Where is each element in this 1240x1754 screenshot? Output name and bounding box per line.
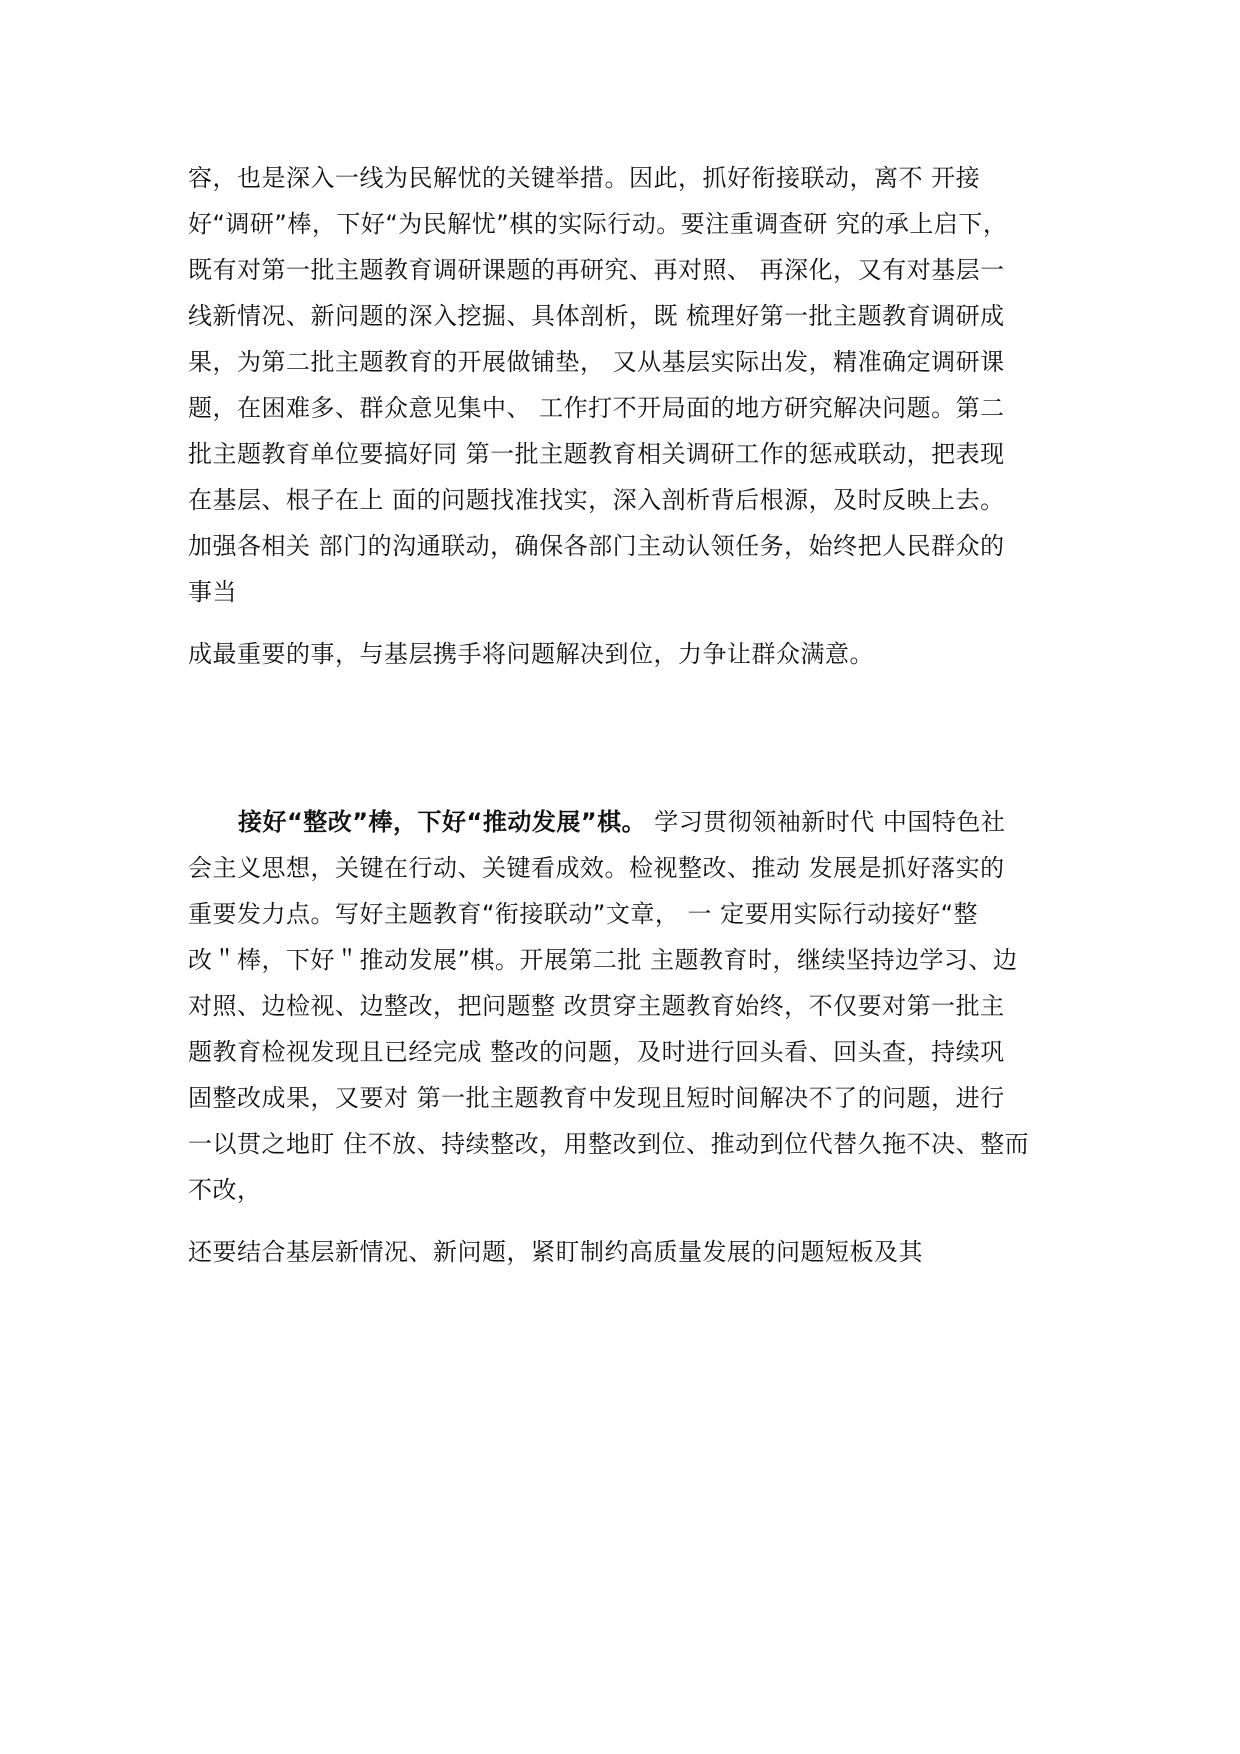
text-line: 不改，	[188, 1176, 262, 1204]
text-line: 一以贯之地盯 住不放、持续整改，用整改到位、推动到位代替久拖不决、整而	[188, 1130, 1030, 1158]
text-line: 改＂棒，下好＂推动发展”棋。开展第二批 主题教育时，继续坚持边学习、边	[188, 946, 1018, 974]
text-line: 重要发力点。写好主题教育“衔接联动”文章， 一 定要用实际行动接好“整	[188, 900, 979, 928]
text-line: 还要结合基层新情况、新问题，紧盯制约高质量发展的问题短板及其	[188, 1238, 923, 1266]
paragraph-first-line	[238, 807, 1005, 837]
text-line: 好“调研”棒，下好“为民解忧”棋的实际行动。要注重调查研 究的承上启下，	[188, 210, 1008, 238]
text-line: 既有对第一批主题教育调研课题的再研究、再对照、 再深化，又有对基层一	[188, 256, 1005, 284]
text-line: 在基层、根子在上 面的问题找准找实，深入剖析背后根源，及时反映上去。	[188, 486, 1005, 514]
text-line: 题教育检视发现且已经完成 整改的问题，及时进行回头看、回头查，持续巩	[188, 1038, 1005, 1066]
text-line: 成最重要的事，与基层携手将问题解决到位，力争让群众满意。	[188, 640, 874, 668]
text-line: 固整改成果，又要对 第一批主题教育中发现且短时间解决不了的问题，进行	[188, 1084, 1005, 1112]
text-line: 线新情况、新问题的深入挖掘、具体剖析，既 梳理好第一批主题教育调研成	[188, 302, 1005, 330]
text-line: 会主义思想，关键在行动、关键看成效。检视整改、推动 发展是抓好落实的	[188, 854, 1005, 882]
text-span: 学习贯彻领袖新时代 中国特色社	[646, 808, 1006, 836]
text-line: 题，在困难多、群众意见集中、 工作打不开局面的地方研究解决问题。第二	[188, 394, 1005, 422]
text-line: 事当	[188, 578, 237, 606]
paragraph-heading: 接好“整改”棒，下好“推动发展”棋。	[238, 808, 647, 836]
text-line: 加强各相关 部门的沟通联动，确保各部门主动认领任务，始终把人民群众的	[188, 532, 1005, 560]
text-line: 对照、边检视、边整改，把问题整 改贯穿主题教育始终，不仅要对第一批主	[188, 992, 1005, 1020]
text-line: 果，为第二批主题教育的开展做铺垫， 又从基层实际出发，精准确定调研课	[188, 348, 1005, 376]
text-line: 容，也是深入一线为民解忧的关键举措。因此，抓好衔接联动，离不 开接	[188, 164, 981, 192]
text-line: 批主题教育单位要搞好同 第一批主题教育相关调研工作的惩戒联动，把表现	[188, 440, 1005, 468]
